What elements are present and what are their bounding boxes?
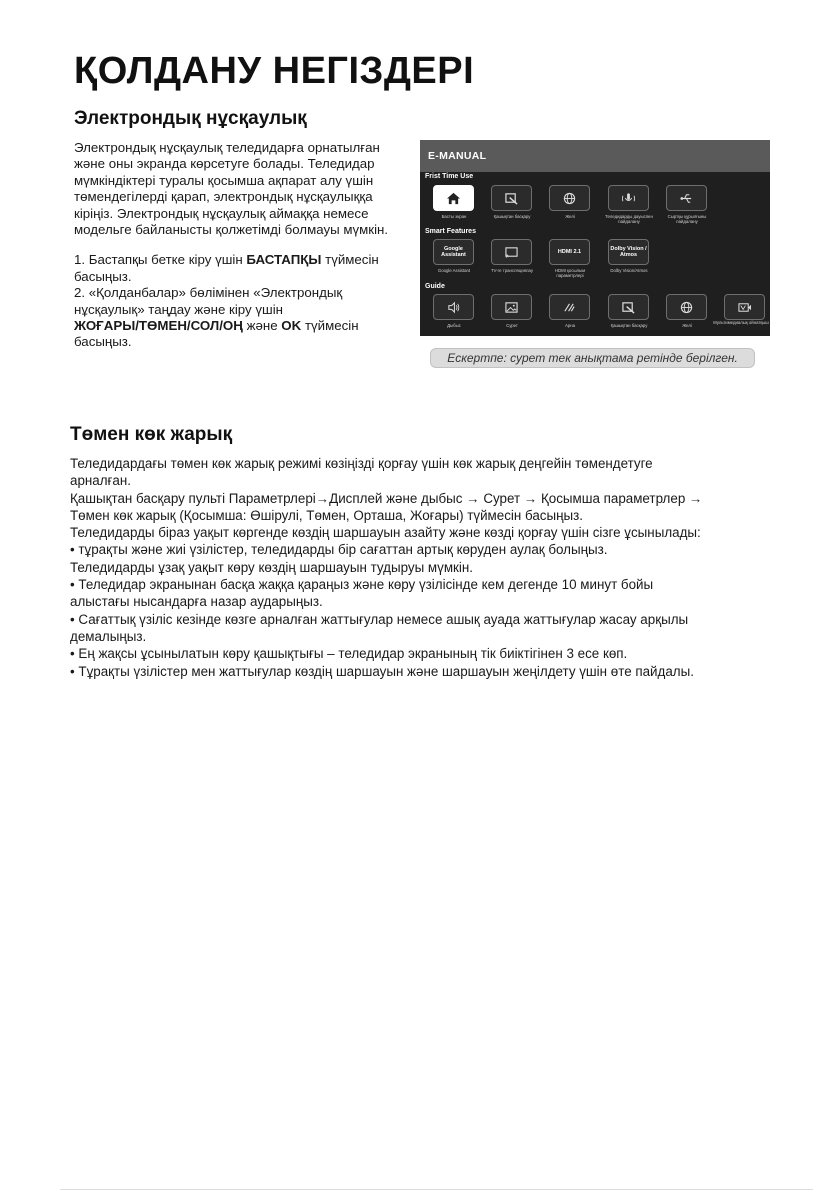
microphone-icon	[621, 192, 636, 205]
caption-hdmi: HDMI қосылым параметрлері	[554, 268, 586, 278]
page-title: ҚОЛДАНУ НЕГІЗДЕРІ	[74, 50, 475, 92]
home-key-label: БАСТАПҚЫ	[246, 252, 322, 268]
tile-network-guide[interactable]	[666, 294, 707, 320]
caption-picture: Сурет	[506, 323, 518, 328]
tile-voice[interactable]	[608, 185, 649, 211]
globe-icon	[679, 301, 694, 314]
body-line: • тұрақты және жиі үзілістер, теледидарды бір сағаттан артық көруден аулақ болыңыз.	[70, 542, 608, 558]
google-assistant-icon: Google Assistant	[441, 246, 466, 258]
emanual-screenshot	[420, 140, 770, 336]
step-2-and: және	[242, 318, 282, 334]
direction-keys-label: ЖОҒАРЫ/ТӨМЕН/СОЛ/ОҢ	[74, 318, 243, 334]
step-1	[74, 252, 414, 268]
tile-remote[interactable]	[491, 185, 532, 211]
group-label-smart-features: Smart Features	[425, 228, 476, 235]
tile-channel[interactable]	[549, 294, 590, 320]
remote-control-icon	[621, 301, 636, 314]
image-disclaimer-note: Ескертпе: сурет тек анықтама ретінде берілген.	[430, 348, 755, 368]
body-line: • Тұрақты үзілістер мен жаттығулар көздің шаршауын және шаршауын жеңілдету үшін өте пайдалы.	[70, 663, 694, 679]
ok-key-label: OK	[281, 318, 302, 334]
body-line: Төмен көк жарық (Қосымша: Өшірулі, Төмен, Орташа, Жоғары) түймесін басыңыз.	[70, 507, 584, 523]
intro-line: модельге байланысты қолжетімді болмауы мүмкін.	[74, 222, 389, 238]
page-bottom-rule	[60, 1189, 813, 1190]
remote-control-icon	[504, 192, 519, 205]
body-line: алыстағы нысандарға назар аударыңыз.	[70, 594, 323, 610]
section-heading-emanual: Электрондық нұсқаулық	[74, 108, 307, 129]
body-line: Қашықтан басқару пульті Параметрлері→Дисплей және дыбыс → Сурет → Қосымша параметрлер →	[70, 490, 703, 506]
tile-multimedia[interactable]	[724, 294, 765, 320]
body-line: • Сағаттық үзіліс кезінде көзге арналған жаттығулар немесе ашық ауада жаттығулар жасау арқылы	[70, 611, 689, 627]
body-line: арналған.	[70, 473, 131, 489]
caption-home: Басты экран	[441, 214, 467, 219]
body-line: демалыңыз.	[70, 628, 147, 644]
caption-dolby: Dolby Vision/Atmos	[610, 268, 648, 273]
emanual-intro	[74, 140, 414, 351]
step-1-text: 1. Бастапқы бетке кіру үшін	[74, 252, 247, 268]
caption-channel: Арна	[564, 323, 576, 328]
caption-multimedia: Мультимедиалық ойнатқыш	[713, 320, 769, 325]
step-1-cont: басыңыз.	[74, 268, 132, 284]
tile-home[interactable]	[433, 185, 474, 211]
caption-network: Желі	[565, 214, 575, 219]
body-line: Теледидарды біраз уақыт көргенде көздің шаршауын азайту және көзді қорғау үшін сізге ұсынылады:	[70, 525, 701, 541]
tile-network[interactable]	[549, 185, 590, 211]
emanual-screen-header: E-MANUAL	[420, 140, 770, 172]
tile-google-assistant[interactable]	[433, 239, 474, 265]
tile-remote-guide[interactable]	[608, 294, 649, 320]
caption-usb: Сыртқы құрылғыны пайдалану	[667, 214, 707, 224]
dolby-icon: Dolby Vision / Atmos	[610, 246, 647, 258]
usb-icon	[679, 192, 694, 205]
home-icon	[446, 192, 461, 205]
step-2-line-4: басыңыз.	[74, 334, 132, 350]
tile-sound[interactable]	[433, 294, 474, 320]
caption-network-guide: Желі	[682, 323, 692, 328]
speaker-icon	[446, 301, 461, 314]
body-line: • Теледидар экранынан басқа жаққа қараңыз және көру үзілісінде кем дегенде 10 минут бойы	[70, 577, 654, 593]
group-label-first-time-use: Frist Time Use	[425, 173, 474, 180]
body-line: • Ең жақсы ұсынылатын көру қашықтығы – теледидар экранының тік биіктігінен 3 есе көп.	[70, 646, 628, 662]
tile-dolby[interactable]	[608, 239, 649, 265]
step-1-text-end: түймесін	[321, 252, 379, 268]
caption-remote-guide: Қашықтан басқару	[610, 323, 648, 328]
tile-hdmi[interactable]	[549, 239, 590, 265]
caption-cast: TV-ге трансляциялау	[490, 268, 534, 273]
tile-picture[interactable]	[491, 294, 532, 320]
intro-line: және оны экранда көрсетуге болады. Теледидар	[74, 156, 375, 172]
body-line: Теледидарды ұзақ уақыт көру көздің шаршауын тудыруы мүмкін.	[70, 559, 473, 575]
caption-google-assistant: Google Assistant	[437, 268, 471, 273]
caption-sound: Дыбыс	[447, 323, 461, 328]
tile-usb[interactable]	[666, 185, 707, 211]
channel-icon	[562, 301, 577, 314]
caption-remote: Қашықтан басқару	[493, 214, 531, 219]
globe-icon	[562, 192, 577, 205]
intro-line: мүмкіндіктері туралы қосымша ақпарат алу үшін	[74, 172, 374, 188]
hdmi-icon: HDMI 2.1	[557, 249, 582, 255]
section-heading-low-blue-light: Төмен көк жарық	[70, 424, 233, 445]
low-blue-light-body	[70, 455, 750, 680]
multimedia-icon	[737, 301, 752, 314]
intro-line: кіріңіз. Электрондық нұсқаулық аймаққа немесе	[74, 205, 369, 221]
caption-voice: Теледидарды дауыспен пайдалану	[605, 214, 653, 224]
group-label-guide: Guide	[425, 283, 445, 290]
step-2-line-3	[74, 318, 414, 334]
intro-line: төмендегілерді қарап, электрондық нұсқаулыққа	[74, 189, 373, 205]
step-2-line-2: нұсқаулық» таңдау және кіру үшін	[74, 301, 284, 317]
step-2-text-end: түймесін	[301, 318, 359, 334]
cast-icon	[504, 246, 519, 259]
body-line: Теледидардағы төмен көк жарық режимі көзіңізді қорғау үшін көк жарық деңгейін төмендетуге	[70, 456, 653, 471]
intro-line: Электрондық нұсқаулық теледидарға орнатылған	[74, 140, 380, 155]
picture-icon	[504, 301, 519, 314]
tile-cast[interactable]	[491, 239, 532, 265]
step-2-line-1: 2. «Қолданбалар» бөлімінен «Электрондық	[74, 285, 343, 301]
